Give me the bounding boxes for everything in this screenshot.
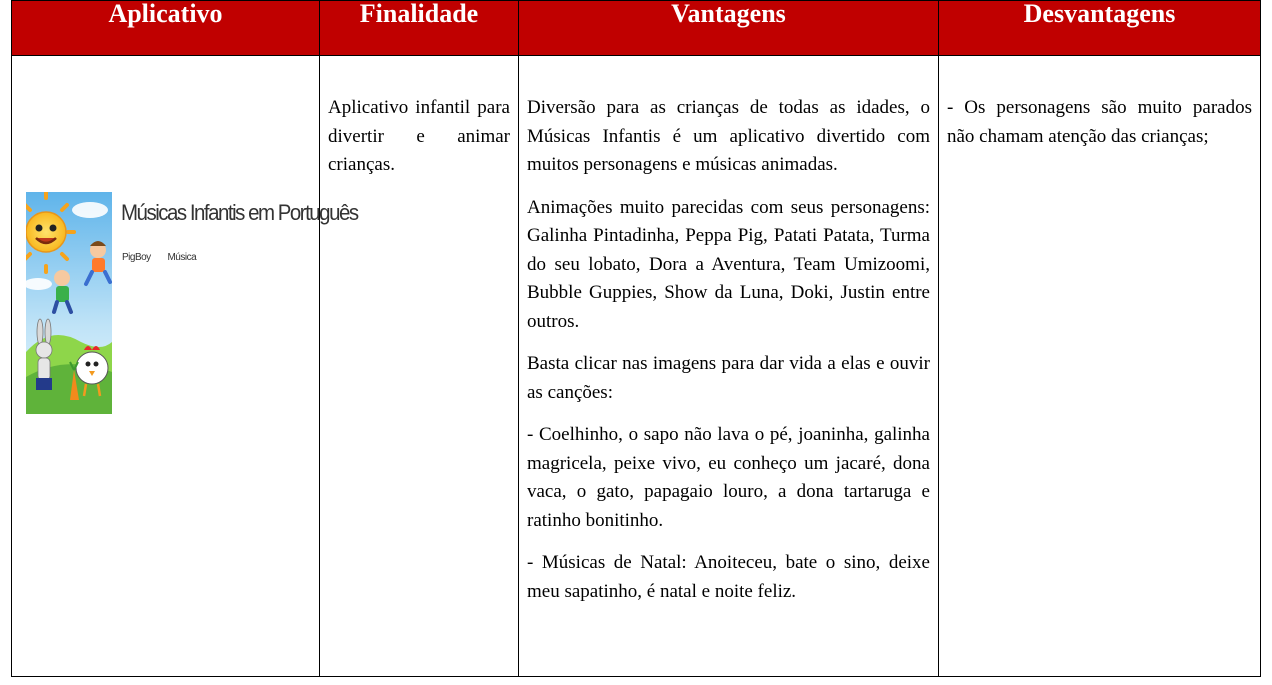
header-aplicativo: Aplicativo — [12, 1, 320, 56]
app-category: Música — [167, 252, 197, 263]
vantagens-paragraph: - Músicas de Natal: Anoiteceu, bate o sino, deixe meu sapatinho, é natal e noite feliz. — [527, 552, 930, 602]
header-finalidade: Finalidade — [320, 1, 519, 56]
app-meta — [122, 252, 210, 263]
vantagens-paragraph: - Coelhinho, o sapo não lava o pé, joaninha, galinha magricela, peixe vivo, eu conheço um jacaré, dona vaca, o gato, papagaio louro, a dona tartaruga e ratinho bonitinho. — [527, 424, 930, 531]
cell-vantagens — [519, 56, 939, 677]
table-row — [12, 56, 1261, 677]
vantagens-paragraph: Diversão para as crianças de todas as idades, o Músicas Infantis é um aplicativo divertido com muitos personagens e músicas animadas. — [527, 97, 930, 175]
cell-desvantagens — [939, 56, 1261, 677]
header-vantagens: Vantagens — [519, 1, 939, 56]
vantagens-paragraph: Animações muito parecidas com seus personagens: Galinha Pintadinha, Peppa Pig, Patati Patata, Turma do seu lobato, Dora a Aventura, Team Umizoomi, Bubble Guppies, Show da Luna, Doki, Justin entre outros. — [527, 196, 930, 332]
cell-finalidade — [320, 56, 519, 677]
comparison-table — [11, 0, 1261, 677]
desvantagens-text: - Os personagens são muito parados não chamam atenção das crianças; — [947, 97, 1252, 147]
app-thumbnail-cartoon-icon — [26, 192, 112, 414]
finalidade-text: Aplicativo infantil para divertir e animar crianças. — [328, 97, 510, 175]
app-title: Músicas Infantis em Português — [121, 200, 358, 225]
header-row — [12, 1, 1261, 56]
cell-aplicativo — [12, 56, 358, 677]
vantagens-paragraph: Basta clicar nas imagens para dar vida a elas e ouvir as canções: — [527, 353, 930, 403]
app-developer: PigBoy — [122, 252, 151, 263]
header-desvantagens: Desvantagens — [939, 1, 1261, 56]
